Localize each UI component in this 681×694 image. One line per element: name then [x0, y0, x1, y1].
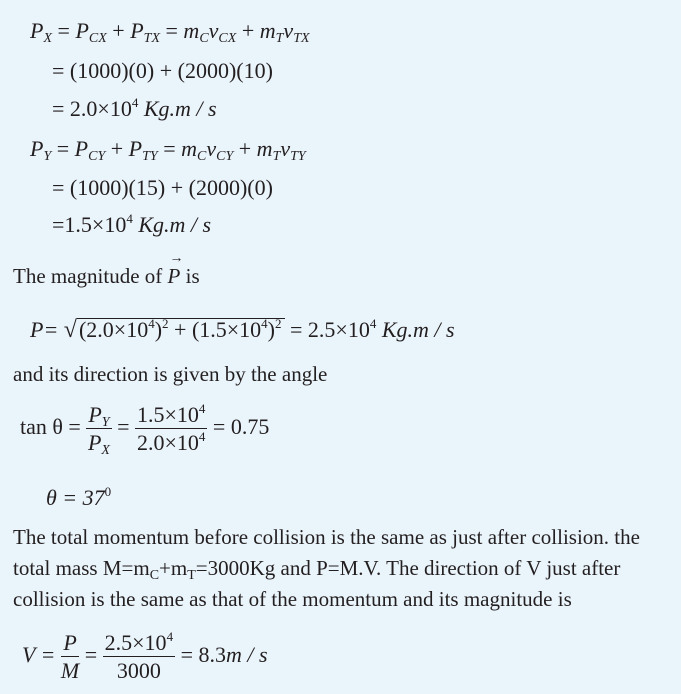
tan-theta-equation: tan θ = $\frac{P_Y}{P_X}$ = $\frac{1.5\times 10^4}{2.0\times 10^4}$ = 0.75 [20, 401, 270, 458]
py-equation-line1: $P_Y = P_{CY} + P_{TY} = m_Cv_{CY} + m_Tv_{TY}$ [30, 136, 306, 164]
magnitude-equation: $P= √(2.0\times 10^4)^2 + (1.5\times 10^4)^2 = 2.5\times 10^4$ Kg.m / s [30, 316, 455, 343]
px-equation-result: = $2.0\times 10^4$ Kg.m / s [52, 95, 217, 121]
px-equation-line2: = (1000)(0) + (2000)(10) [52, 58, 273, 83]
py-equation-result: $=1.5\times 10^4$ Kg.m / s [52, 211, 212, 237]
vector-p-symbol: → P [167, 251, 184, 288]
py-equation-line2: = (1000)(15) + (2000)(0) [52, 175, 273, 200]
p-over-m-fraction: $\frac{P}{M}$ [60, 630, 80, 683]
direction-intro: and its direction is given by the angle [13, 362, 328, 386]
numeric-fraction: $\frac{1.5\times 10^4}{2.0\times 10^4}$ [137, 401, 206, 455]
velocity-equation: V = $\frac{P}{M}$ = $\frac{2.5\times 10^4}{3000}$ = 8.3m / s [22, 629, 268, 683]
square-root: $√(2.0\times 10^4)^2 + (1.5\times 10^4)^2$ [64, 318, 285, 342]
explanation-paragraph: The total momentum before collision is the same as just after collision. the total mass $M=m_C+m_T=3000Kg$ and P=M.V. The direction of V just after collision is the same as that of the momentum and its magnitude is [13, 525, 640, 611]
magnitude-intro: The magnitude of → P is [13, 251, 200, 288]
velocity-numeric-fraction: $\frac{2.5\times 10^4}{3000}$ [104, 629, 174, 683]
py-over-px-fraction: $\frac{P_Y}{P_X}$ [87, 402, 110, 458]
px-equation-line1: $P_X = P_{CX} + P_{TX} = m_Cv_{CX} + m_Tv_{TX}$ [30, 18, 310, 46]
theta-result: $\theta = 37^0$ [46, 484, 112, 510]
